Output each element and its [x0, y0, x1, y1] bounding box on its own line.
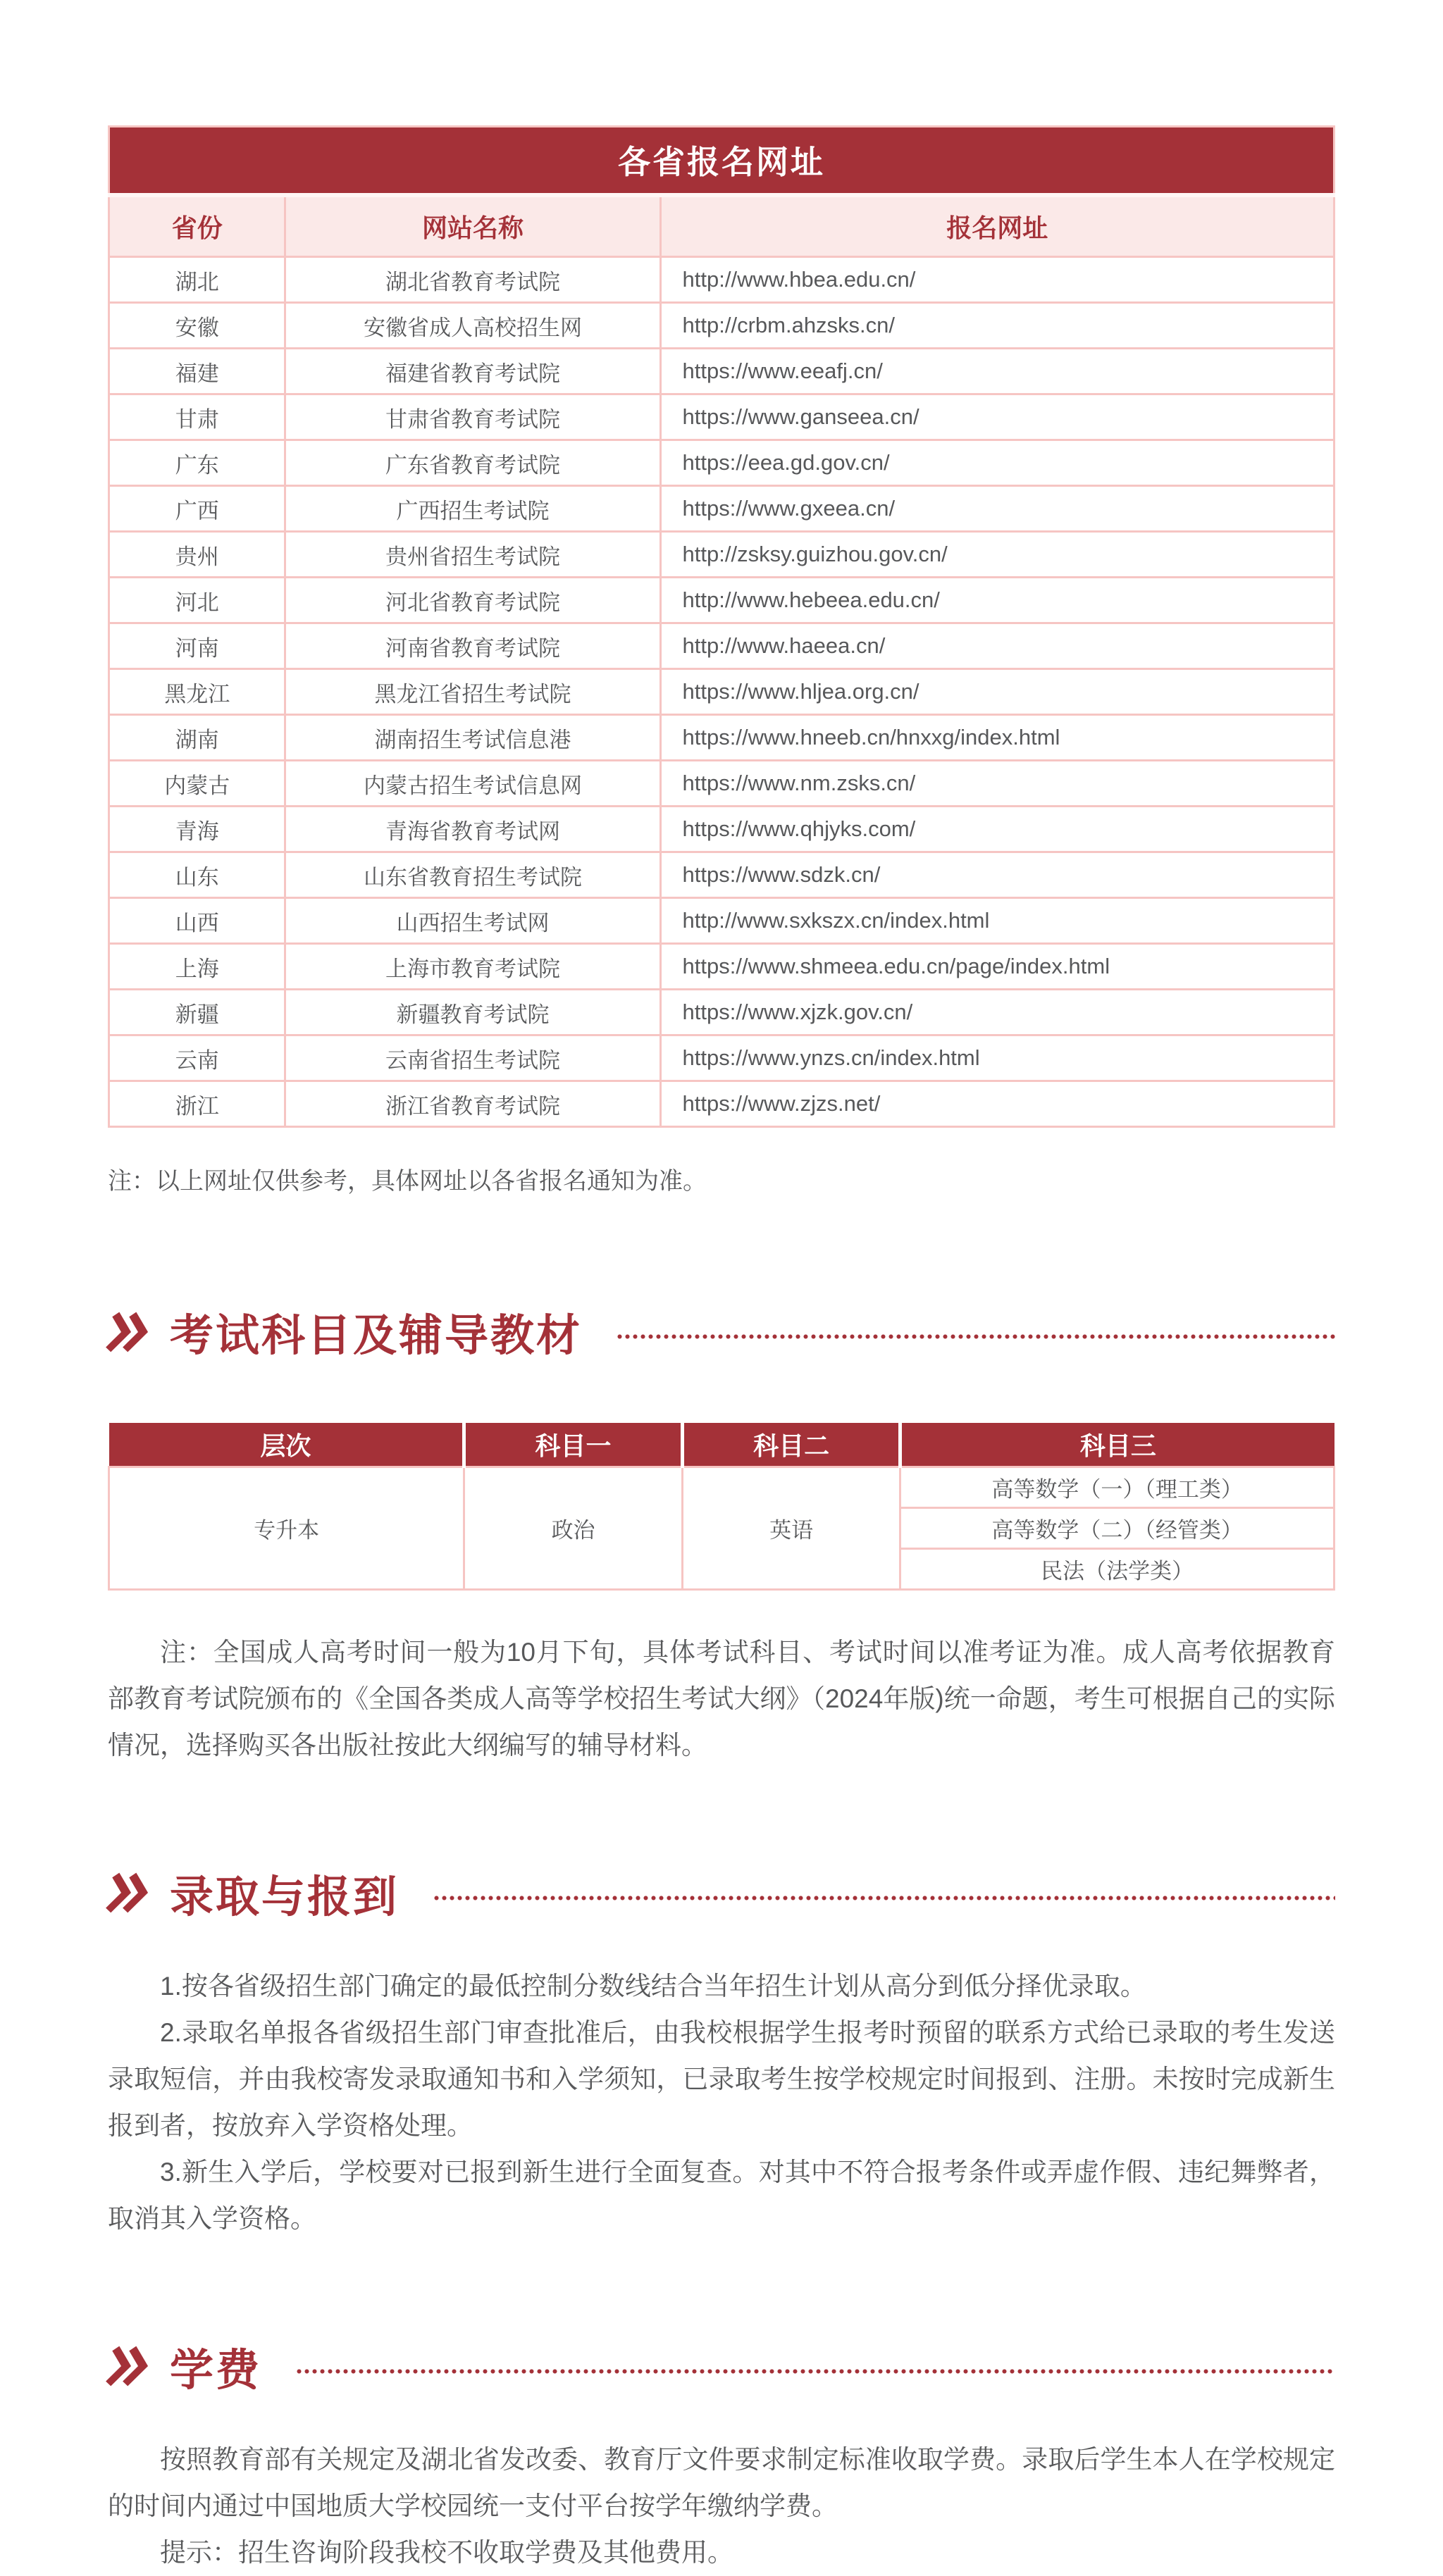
paragraph: 2.录取名单报各省级招生部门审查批准后，由我校根据学生报考时预留的联系方式给已录取的考生发送录取短信，并由我校寄发录取通知书和入学须知，已录取考生按学校规定时间报到、注册。未按时完成新生报到者，按放弃入学资格处理。 — [108, 2017, 1335, 2140]
site-name-cell: 广东省教育考试院 — [285, 440, 660, 486]
url-cell: https://www.sdzk.cn/ — [660, 852, 1334, 898]
url-cell: https://www.gxeea.cn/ — [660, 486, 1334, 532]
province-cell: 浙江 — [109, 1081, 285, 1127]
section-heading-admission — [108, 1862, 1335, 1924]
paragraph: 按照教育部有关规定及湖北省发改委、教育厅文件要求制定标准收取学费。录取后学生本人在学校规定的时间内通过中国地质大学校园统一支付平台按学年缴纳学费。 — [108, 2444, 1335, 2520]
paragraph: 1.按各省级招生部门确定的最低控制分数线结合当年招生计划从高分到低分择优录取。 — [160, 1971, 1146, 2001]
url-cell: https://www.shmeea.edu.cn/page/index.html — [660, 944, 1334, 990]
province-cell: 内蒙古 — [109, 761, 285, 807]
table-row — [109, 623, 1334, 669]
table-title: 各省报名网址 — [109, 127, 1334, 195]
url-cell: http://crbm.ahzsks.cn/ — [660, 303, 1334, 349]
site-name-cell: 黑龙江省招生考试院 — [285, 669, 660, 715]
subject3-option-cell: 高等数学（一）（理工类） — [900, 1467, 1334, 1507]
province-cell: 福建 — [109, 349, 285, 394]
province-cell: 青海 — [109, 807, 285, 852]
double-chevron-icon — [103, 2344, 153, 2388]
site-name-cell: 山东省教育招生考试院 — [285, 852, 660, 898]
table-row — [109, 715, 1334, 761]
url-cell: https://www.nm.zsks.cn/ — [660, 761, 1334, 807]
url-cell: http://www.hbea.edu.cn/ — [660, 257, 1334, 303]
section-title: 录取与报到 — [170, 1872, 400, 1922]
table-row — [109, 440, 1334, 486]
table-note: 注：以上网址仅供参考，具体网址以各省报名通知为准。 — [108, 1168, 707, 1195]
subject2-cell: 英语 — [682, 1467, 900, 1589]
url-cell: http://www.hebeea.edu.cn/ — [660, 578, 1334, 623]
col-header-level: 层次 — [109, 1423, 464, 1467]
site-name-cell: 青海省教育考试网 — [285, 807, 660, 852]
table-row — [109, 852, 1334, 898]
table-row — [109, 1467, 1334, 1507]
province-cell: 安徽 — [109, 303, 285, 349]
site-name-cell: 甘肃省教育考试院 — [285, 394, 660, 440]
col-header-subject1: 科目一 — [464, 1423, 683, 1467]
dotted-divider — [616, 1333, 1335, 1340]
col-header-subject2: 科目二 — [682, 1423, 900, 1467]
province-cell: 上海 — [109, 944, 285, 990]
url-cell: http://zsksy.guizhou.gov.cn/ — [660, 532, 1334, 578]
province-website-table — [108, 125, 1335, 1128]
dotted-divider — [433, 1895, 1335, 1901]
province-cell: 河南 — [109, 623, 285, 669]
site-name-cell: 河南省教育考试院 — [285, 623, 660, 669]
table-row — [109, 990, 1334, 1035]
table-row — [109, 532, 1334, 578]
table-row — [109, 303, 1334, 349]
url-cell: http://www.sxkszx.cn/index.html — [660, 898, 1334, 944]
site-name-cell: 浙江省教育考试院 — [285, 1081, 660, 1127]
url-cell: https://www.eeafj.cn/ — [660, 349, 1334, 394]
table-row — [109, 257, 1334, 303]
province-cell: 湖南 — [109, 715, 285, 761]
exam-note: 注：全国成人高考时间一般为10月下旬，具体考试科目、考试时间以准考证为准。成人高考依据教育部教育考试院颁布的《全国各类成人高等学校招生考试大纲》（2024年版)统一命题，考生可根据自己的实际情况，选择购买各出版社按此大纲编写的辅导材料。 — [108, 1637, 1335, 1760]
url-cell: https://www.zjzs.net/ — [660, 1081, 1334, 1127]
level-cell: 专升本 — [109, 1467, 464, 1589]
table-row — [109, 669, 1334, 715]
table-row — [109, 1035, 1334, 1081]
table-row — [109, 807, 1334, 852]
col-header-province: 省份 — [109, 195, 285, 257]
table-row — [109, 944, 1334, 990]
col-header-site-name: 网站名称 — [285, 195, 660, 257]
url-cell: https://www.ynzs.cn/index.html — [660, 1035, 1334, 1081]
url-cell: https://www.qhjyks.com/ — [660, 807, 1334, 852]
dotted-divider — [295, 2368, 1335, 2375]
site-name-cell: 内蒙古招生考试信息网 — [285, 761, 660, 807]
section-title: 学费 — [170, 2346, 262, 2395]
province-cell: 湖北 — [109, 257, 285, 303]
table-row — [109, 761, 1334, 807]
table-row — [109, 394, 1334, 440]
site-name-cell: 河北省教育考试院 — [285, 578, 660, 623]
table-row — [109, 486, 1334, 532]
province-cell: 甘肃 — [109, 394, 285, 440]
site-name-cell: 湖北省教育考试院 — [285, 257, 660, 303]
table-row — [109, 349, 1334, 394]
site-name-cell: 湖南招生考试信息港 — [285, 715, 660, 761]
province-cell: 新疆 — [109, 990, 285, 1035]
subject1-cell: 政治 — [464, 1467, 683, 1589]
admission-paragraphs — [108, 1963, 1335, 2242]
paragraph: 提示：招生咨询阶段我校不收取学费及其他费用。 — [160, 2537, 733, 2567]
province-cell: 广西 — [109, 486, 285, 532]
site-name-cell: 福建省教育考试院 — [285, 349, 660, 394]
table-header-row — [109, 1423, 1334, 1467]
url-cell: http://www.haeea.cn/ — [660, 623, 1334, 669]
table-row — [109, 1081, 1334, 1127]
url-cell: https://eea.gd.gov.cn/ — [660, 440, 1334, 486]
province-cell: 黑龙江 — [109, 669, 285, 715]
subject3-option-cell: 民法（法学类） — [900, 1548, 1334, 1589]
exam-subjects-table — [108, 1423, 1335, 1591]
url-cell: https://www.hneeb.cn/hnxxg/index.html — [660, 715, 1334, 761]
table-row — [109, 898, 1334, 944]
section-heading-tuition — [108, 2335, 1335, 2398]
table-row — [109, 578, 1334, 623]
table-title-row — [109, 127, 1334, 195]
site-name-cell: 上海市教育考试院 — [285, 944, 660, 990]
subject3-option-cell: 高等数学（二）（经管类） — [900, 1507, 1334, 1548]
province-cell: 河北 — [109, 578, 285, 623]
url-cell: https://www.xjzk.gov.cn/ — [660, 990, 1334, 1035]
url-cell: https://www.hljea.org.cn/ — [660, 669, 1334, 715]
tuition-paragraphs — [108, 2437, 1335, 2576]
site-name-cell: 山西招生考试网 — [285, 898, 660, 944]
site-name-cell: 广西招生考试院 — [285, 486, 660, 532]
province-cell: 贵州 — [109, 532, 285, 578]
double-chevron-icon — [103, 1310, 153, 1354]
province-cell: 山西 — [109, 898, 285, 944]
table-header-row — [109, 195, 1334, 257]
section-title: 考试科目及辅导教材 — [170, 1312, 583, 1360]
double-chevron-icon — [103, 1871, 153, 1915]
province-cell: 云南 — [109, 1035, 285, 1081]
site-name-cell: 安徽省成人高校招生网 — [285, 303, 660, 349]
url-cell: https://www.ganseea.cn/ — [660, 394, 1334, 440]
province-cell: 广东 — [109, 440, 285, 486]
col-header-url: 报名网址 — [660, 195, 1334, 257]
section-heading-exam-subjects — [108, 1300, 1335, 1363]
col-header-subject3: 科目三 — [900, 1423, 1334, 1467]
site-name-cell: 云南省招生考试院 — [285, 1035, 660, 1081]
province-cell: 山东 — [109, 852, 285, 898]
site-name-cell: 新疆教育考试院 — [285, 990, 660, 1035]
site-name-cell: 贵州省招生考试院 — [285, 532, 660, 578]
paragraph: 3.新生入学后，学校要对已报到新生进行全面复查。对其中不符合报考条件或弄虚作假、违纪舞弊者，取消其入学资格。 — [108, 2157, 1335, 2233]
